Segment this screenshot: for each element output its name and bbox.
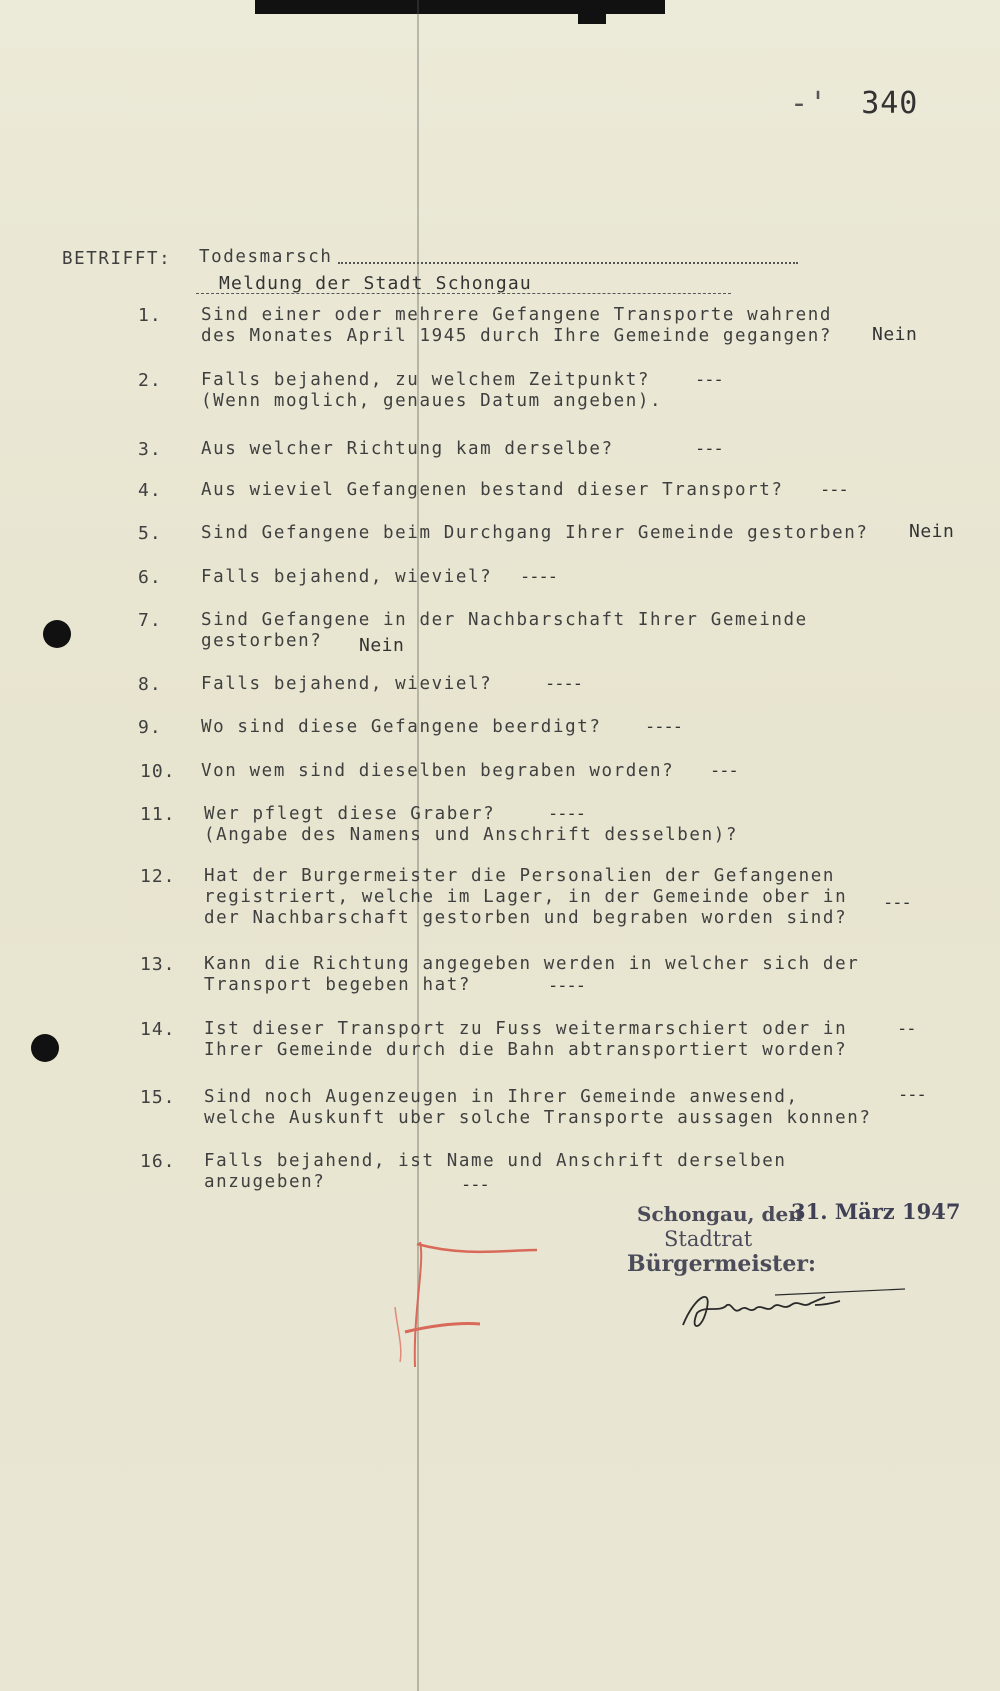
scan-edge-mark bbox=[578, 0, 606, 24]
question-text-line: Hat der Burgermeister die Personalien der Gefangenen bbox=[204, 866, 836, 886]
subject-dotted-line bbox=[338, 262, 798, 264]
question-text-line: Ist dieser Transport zu Fuss weitermarschiert oder in bbox=[204, 1019, 848, 1039]
stamp-role: Bürgermeister: bbox=[627, 1251, 817, 1277]
question-text-line: der Nachbarschaft gestorben und begraben worden sind? bbox=[204, 908, 848, 928]
stamp-office: Stadtrat bbox=[664, 1227, 753, 1251]
question-number: 7. bbox=[138, 610, 162, 631]
question-answer: Nein bbox=[359, 635, 405, 656]
question-text-line: anzugeben? bbox=[204, 1172, 326, 1192]
question-answer: ---- bbox=[520, 567, 557, 587]
punch-hole bbox=[31, 1034, 59, 1062]
question-text-line: (Angabe des Namens und Anschrift desselben)? bbox=[204, 825, 738, 845]
fold-line bbox=[417, 0, 419, 1691]
question-answer: --- bbox=[695, 439, 723, 459]
subject-label: BETRIFFT: bbox=[62, 249, 172, 269]
question-text-line: Ihrer Gemeinde durch die Bahn abtransportiert worden? bbox=[204, 1040, 848, 1060]
question-number: 10. bbox=[140, 761, 176, 782]
question-number: 5. bbox=[138, 523, 162, 544]
question-text-line: Sind Gefangene in der Nachbarschaft Ihrer Gemeinde bbox=[201, 610, 808, 630]
stamp-place-date: Schongau, den bbox=[637, 1202, 803, 1226]
subject: Todesmarsch bbox=[199, 247, 333, 267]
question-number: 12. bbox=[140, 866, 176, 887]
question-text-line: Sind Gefangene beim Durchgang Ihrer Gemeinde gestorben? bbox=[201, 523, 869, 543]
question-text-line: Aus welcher Richtung kam derselbe? bbox=[201, 439, 614, 459]
punch-hole bbox=[43, 620, 71, 648]
report-title-underline bbox=[196, 293, 731, 294]
question-number: 11. bbox=[140, 804, 176, 825]
question-answer: Nein bbox=[872, 324, 918, 345]
question-answer: --- bbox=[820, 480, 848, 500]
page-number bbox=[790, 86, 918, 121]
question-number: 6. bbox=[138, 567, 162, 588]
question-number: 1. bbox=[138, 305, 162, 326]
question-text-line: Aus wieviel Gefangenen bestand dieser Transport? bbox=[201, 480, 784, 500]
question-answer: ---- bbox=[548, 976, 585, 996]
question-answer: Nein bbox=[909, 521, 955, 542]
question-text-line: Falls bejahend, zu welchem Zeitpunkt? bbox=[201, 370, 651, 390]
question-number: 13. bbox=[140, 954, 176, 975]
question-answer: ---- bbox=[545, 674, 582, 694]
question-number: 8. bbox=[138, 674, 162, 695]
page-number-prefix: -' bbox=[790, 86, 848, 121]
question-text-line: Kann die Richtung angegeben werden in welcher sich der bbox=[204, 954, 860, 974]
question-text-line: Von wem sind dieselben begraben worden? bbox=[201, 761, 675, 781]
question-text-line: Sind noch Augenzeugen in Ihrer Gemeinde anwesend, bbox=[204, 1087, 799, 1107]
question-number: 2. bbox=[138, 370, 162, 391]
question-answer: --- bbox=[898, 1085, 926, 1105]
signature bbox=[675, 1275, 915, 1345]
report-title: Meldung der Stadt Schongau bbox=[219, 273, 532, 294]
question-text-line: Sind einer oder mehrere Gefangene Transporte wahrend bbox=[201, 305, 833, 325]
question-answer: -- bbox=[897, 1019, 916, 1039]
question-number: 9. bbox=[138, 717, 162, 738]
question-text-line: welche Auskunft uber solche Transporte aussagen konnen? bbox=[204, 1108, 872, 1128]
question-text-line: Falls bejahend, wieviel? bbox=[201, 674, 493, 694]
question-text-line: Falls bejahend, wieviel? bbox=[201, 567, 493, 587]
question-answer: --- bbox=[695, 370, 723, 390]
question-number: 15. bbox=[140, 1087, 176, 1108]
question-answer: ---- bbox=[548, 804, 585, 824]
question-text-line: registriert, welche im Lager, in der Gemeinde ober in bbox=[204, 887, 848, 907]
question-number: 3. bbox=[138, 439, 162, 460]
question-text-line: des Monates April 1945 durch Ihre Gemeinde gegangen? bbox=[201, 326, 833, 346]
question-text-line: (Wenn moglich, genaues Datum angeben). bbox=[201, 391, 663, 411]
question-number: 16. bbox=[140, 1151, 176, 1172]
question-answer: ---- bbox=[645, 717, 682, 737]
question-answer: --- bbox=[710, 761, 738, 781]
question-number: 4. bbox=[138, 480, 162, 501]
question-answer: --- bbox=[883, 893, 911, 913]
page-number-value: 340 bbox=[861, 86, 919, 121]
stamp-date: 31. März 1947 bbox=[791, 1199, 961, 1224]
question-number: 14. bbox=[140, 1019, 176, 1040]
question-text-line: Transport begeben hat? bbox=[204, 975, 471, 995]
question-text-line: Wo sind diese Gefangene beerdigt? bbox=[201, 717, 602, 737]
red-correction-mark bbox=[385, 1222, 545, 1372]
question-answer: --- bbox=[461, 1175, 489, 1195]
question-text-line: gestorben? bbox=[201, 631, 323, 651]
question-text-line: Wer pflegt diese Graber? bbox=[204, 804, 496, 824]
question-text-line: Falls bejahend, ist Name und Anschrift derselben bbox=[204, 1151, 787, 1171]
